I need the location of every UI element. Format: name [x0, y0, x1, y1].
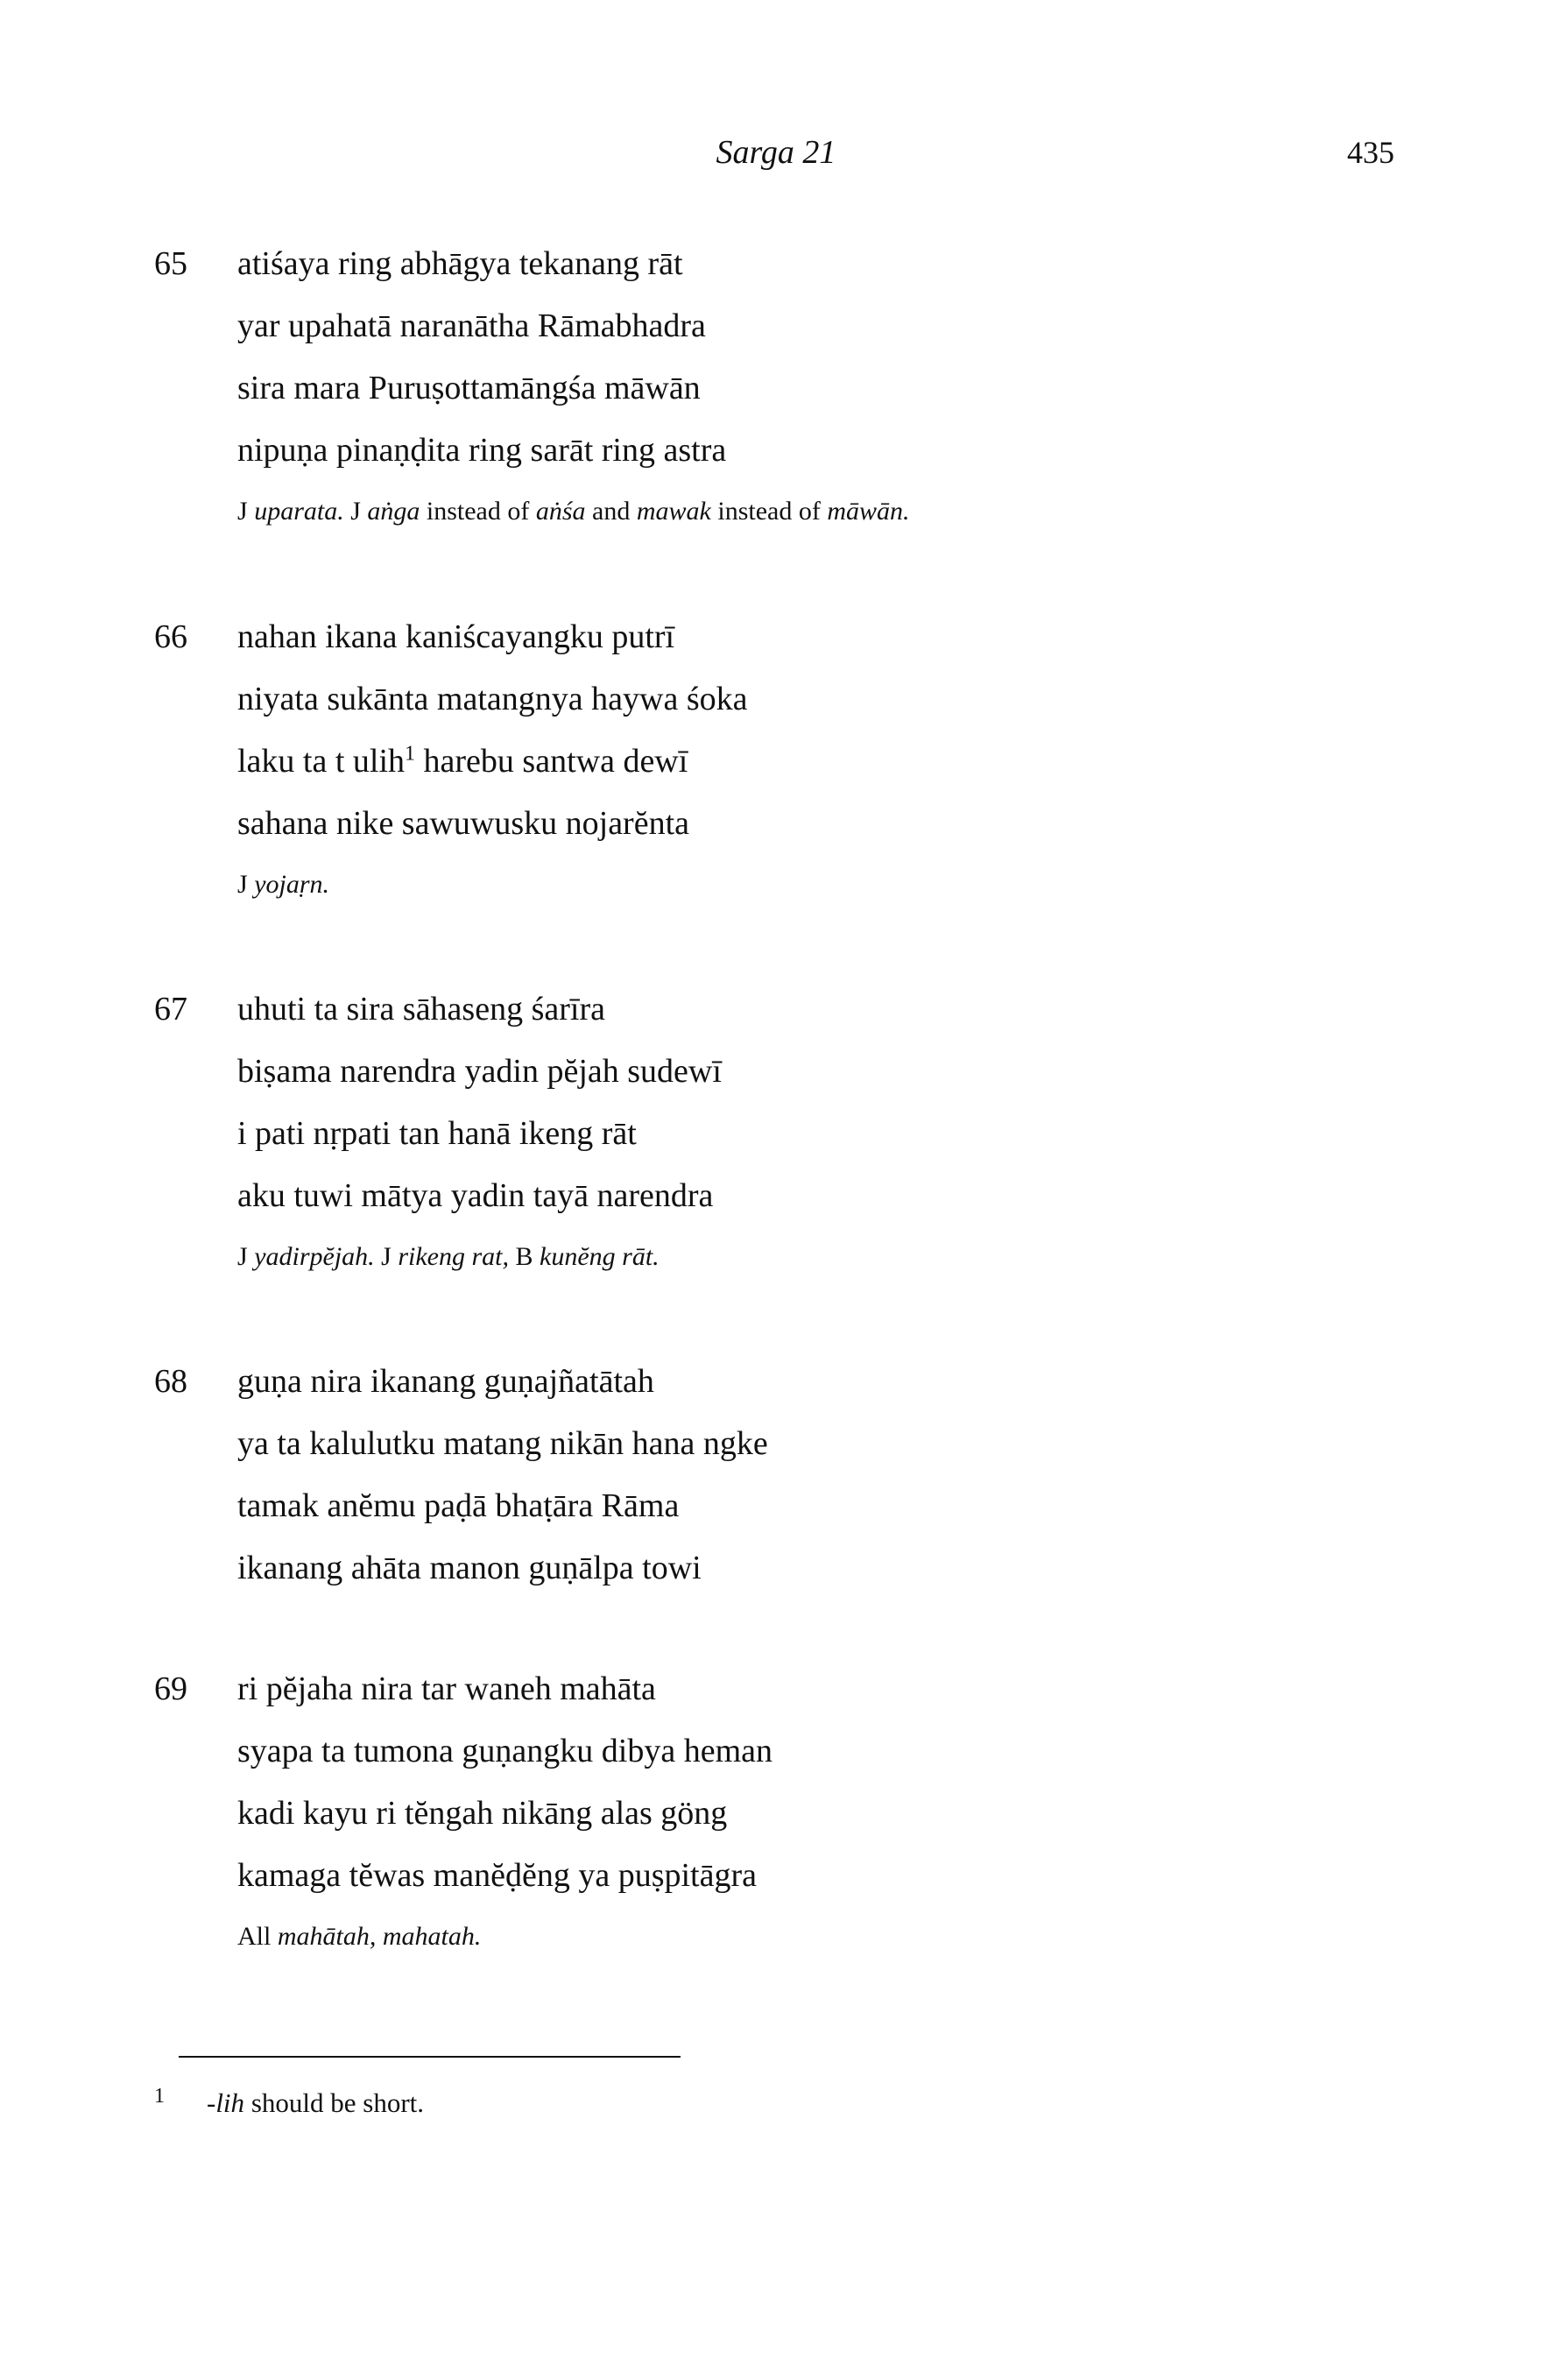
verse-line: ri pĕjaha nira tar waneh mahāta	[237, 1670, 656, 1707]
verse-line: niyata sukānta matangnya haywa śoka	[237, 681, 748, 717]
verse-line: laku ta t ulih$^1$ harebu santwa dewī	[237, 742, 688, 780]
verse-line: uhuti ta sira sāhaseng śarīra	[237, 991, 605, 1028]
verse-line: kamaga tĕwas manĕḍĕng ya puṣpitāgra	[237, 1857, 757, 1894]
footnote-divider	[179, 2056, 681, 2058]
stanza-number: 69	[154, 1670, 187, 1707]
variant-note: J yojaṛn.	[237, 870, 330, 899]
verse-line: tamak anĕmu paḍā bhaṭāra Rāma	[237, 1487, 680, 1524]
verse-line: aku tuwi mātya yadin tayā narendra	[237, 1177, 714, 1214]
verse-line: nahan ikana kaniścayangku putrī	[237, 618, 675, 655]
verse-line: syapa ta tumona guṇangku dibya heman	[237, 1733, 773, 1769]
page-title: Sarga 21	[716, 134, 836, 171]
verse-lines	[237, 1351, 1376, 1600]
variant-note: All mahātah, mahatah.	[237, 1922, 482, 1951]
stanza-number: 65	[154, 245, 187, 282]
verse-lines	[237, 1658, 1376, 1960]
verse-line: nipuṇa pinaṇḍita ring sarāt ring astra	[237, 432, 727, 469]
verse-line: atiśaya ring abhāgya tekanang rāt	[237, 245, 683, 282]
verse-lines	[237, 233, 1376, 534]
footnote	[154, 2083, 424, 2123]
footnote-text: -lih should be short.	[207, 2087, 424, 2118]
verse-line: ikanang ahāta manon guṇālpa towi	[237, 1550, 702, 1586]
verse-line: biṣama narendra yadin pĕjah sudewī	[237, 1053, 722, 1090]
verse-line: yar upahatā naranātha Rāmabhadra	[237, 307, 706, 344]
stanza-number: 66	[154, 618, 187, 655]
verse-line: ya ta kalulutku matang nikān hana ngke	[237, 1425, 768, 1462]
footnote-reference: 1	[405, 742, 416, 766]
verse-line: sira mara Puruṣottamāngśa māwān	[237, 370, 701, 406]
verse-line: kadi kayu ri tĕngah nikāng alas göng	[237, 1795, 728, 1832]
footnote-mark: 1	[154, 2084, 165, 2108]
verse-line: i pati nṛpati tan hanā ikeng rāt	[237, 1115, 637, 1152]
verse-lines	[237, 606, 1376, 908]
stanza-number: 67	[154, 991, 187, 1028]
variant-note: J uparata. J aṅga instead of aṅśa and mawak instead of māwān.	[237, 497, 910, 526]
page-number: 435	[1347, 135, 1394, 170]
variant-note: J yadirpĕjah. J rikeng rat, B kunĕng rāt.	[237, 1242, 660, 1271]
stanza-number: 68	[154, 1363, 187, 1400]
verse-line: sahana nike sawuwusku nojarĕnta	[237, 805, 690, 842]
verse-line: guṇa nira ikanang guṇajñatātah	[237, 1363, 654, 1400]
verse-lines	[237, 978, 1376, 1280]
